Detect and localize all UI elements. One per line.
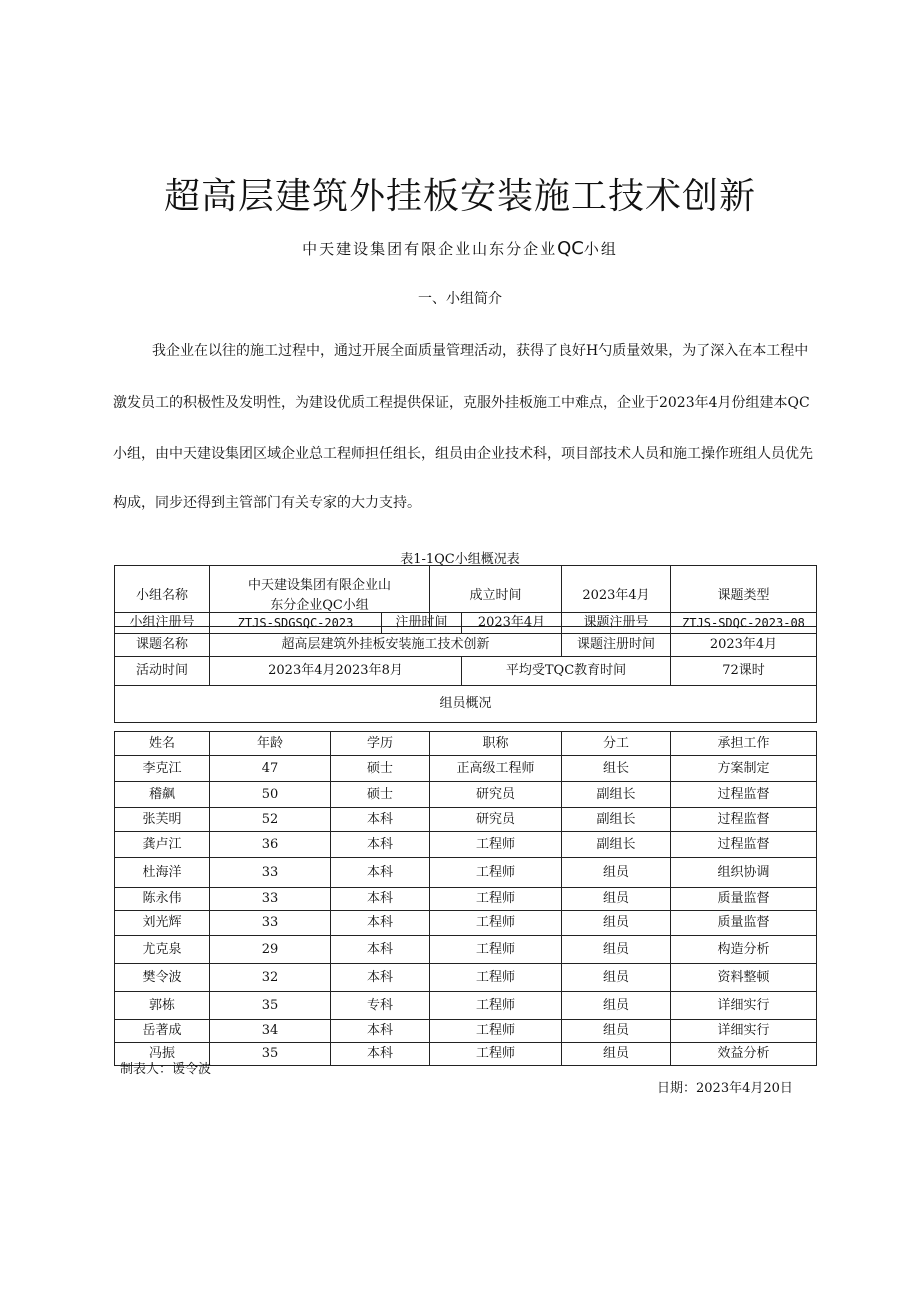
table-caption: 表1-1QC小组概况表 <box>400 552 520 567</box>
member-rows <box>115 756 817 1066</box>
table-row <box>115 756 817 782</box>
member-name: 陈永伟 <box>115 888 210 911</box>
topic-reg-time-label: 课题注册时间 <box>562 634 671 657</box>
header-education: 学历 <box>331 732 430 756</box>
activity-label: 活动时间 <box>115 657 210 686</box>
member-age: 29 <box>210 936 331 964</box>
member-role: 副组长 <box>562 832 671 858</box>
members-table <box>114 731 817 1066</box>
member-age: 33 <box>210 888 331 911</box>
topic-reg-no-label: 课题注册号 <box>562 613 671 634</box>
header-age: 年龄 <box>210 732 331 756</box>
member-role: 组员 <box>562 1020 671 1043</box>
member-role: 副组长 <box>562 782 671 808</box>
member-title: 工程师 <box>430 964 562 992</box>
tqc-value: 72课时 <box>671 657 817 686</box>
subtitle-group: 小组 <box>583 240 618 258</box>
member-duty: 质量监督 <box>671 888 817 911</box>
member-role: 组员 <box>562 936 671 964</box>
member-role: 组员 <box>562 992 671 1020</box>
table-row <box>115 613 817 634</box>
member-age: 52 <box>210 808 331 832</box>
member-role: 组员 <box>562 888 671 911</box>
group-name-line-1: 中天建设集团有限企业山 <box>248 578 392 593</box>
member-name: 尤克泉 <box>115 936 210 964</box>
member-name: 刘光辉 <box>115 911 210 936</box>
tqc-label: 平均受TQC教育时间 <box>462 657 671 686</box>
paragraph-line-3: 小组，由中天建设集团区域企业总工程师担任组长，组员由企业技术科，项目部技术人员和施工操作班组人员优先 <box>113 446 813 462</box>
table-row <box>115 1043 817 1066</box>
member-name: 张芙明 <box>115 808 210 832</box>
member-duty: 资料整顿 <box>671 964 817 992</box>
topic-reg-time-value: 2023年4月 <box>671 634 817 657</box>
member-role: 组员 <box>562 1043 671 1066</box>
member-duty: 详细实行 <box>671 1020 817 1043</box>
member-age: 32 <box>210 964 331 992</box>
members-header-row <box>115 732 817 756</box>
member-title: 工程师 <box>430 936 562 964</box>
member-age: 35 <box>210 992 331 1020</box>
member-education: 本科 <box>331 1020 430 1043</box>
activity-value: 2023年4月2023年8月 <box>210 657 462 686</box>
topic-name-label: 课题名称 <box>115 634 210 657</box>
table-row <box>115 686 817 723</box>
header-name: 姓名 <box>115 732 210 756</box>
table-row <box>115 782 817 808</box>
subtitle-org: 中天建设集团有限企业山东分企业 <box>302 240 558 258</box>
paragraph-line-2: 激发员工的积极性及发明性，为建设优质工程提供保证，克服外挂板施工中难点，企业于2023年4月份组建本QC <box>113 395 810 411</box>
member-education: 本科 <box>331 964 430 992</box>
member-education: 本科 <box>331 936 430 964</box>
member-age: 35 <box>210 1043 331 1066</box>
table-row <box>115 936 817 964</box>
header-duty: 承担工作 <box>671 732 817 756</box>
member-age: 33 <box>210 911 331 936</box>
table-row <box>115 992 817 1020</box>
member-duty: 效益分析 <box>671 1043 817 1066</box>
header-title: 职称 <box>430 732 562 756</box>
table-date: 日期：2023年4月20日 <box>657 1081 793 1096</box>
member-age: 47 <box>210 756 331 782</box>
member-name: 稽飙 <box>115 782 210 808</box>
table-row <box>115 634 817 657</box>
header-role: 分工 <box>562 732 671 756</box>
member-title: 工程师 <box>430 992 562 1020</box>
table-row <box>115 657 817 686</box>
founded-value: 2023年4月 <box>562 566 671 627</box>
member-duty: 质量监督 <box>671 911 817 936</box>
member-education: 本科 <box>331 858 430 888</box>
member-education: 本科 <box>331 888 430 911</box>
table-row <box>115 858 817 888</box>
member-education: 本科 <box>331 832 430 858</box>
reg-no-value: ZTJS-SDGSQC-2023 <box>210 613 382 634</box>
table-row <box>115 808 817 832</box>
table-row <box>115 1020 817 1043</box>
member-title: 研究员 <box>430 808 562 832</box>
group-name-label: 小组名称 <box>115 566 210 627</box>
member-title: 工程师 <box>430 832 562 858</box>
section-heading: 一、小组简介 <box>418 291 502 307</box>
member-education: 专科 <box>331 992 430 1020</box>
member-education: 本科 <box>331 911 430 936</box>
member-role: 组长 <box>562 756 671 782</box>
member-role: 组员 <box>562 911 671 936</box>
member-duty: 组织协调 <box>671 858 817 888</box>
member-name: 樊令波 <box>115 964 210 992</box>
reg-time-label: 注册时间 <box>382 613 462 634</box>
member-title: 工程师 <box>430 1043 562 1066</box>
reg-no-label: 小组注册号 <box>115 613 210 634</box>
member-age: 34 <box>210 1020 331 1043</box>
member-age: 36 <box>210 832 331 858</box>
member-duty: 过程监督 <box>671 808 817 832</box>
member-name: 杜海洋 <box>115 858 210 888</box>
member-title: 研究员 <box>430 782 562 808</box>
table-maker: 制表人：谖令波 <box>120 1062 212 1077</box>
member-name: 岳著成 <box>115 1020 210 1043</box>
document-subtitle <box>0 238 920 259</box>
table-row <box>115 888 817 911</box>
members-heading: 组员概况 <box>115 686 817 723</box>
member-duty: 过程监督 <box>671 832 817 858</box>
member-role: 组员 <box>562 964 671 992</box>
member-name: 冯振 <box>115 1043 210 1066</box>
member-duty: 过程监督 <box>671 782 817 808</box>
subtitle-qc: QC <box>557 238 584 259</box>
member-title: 工程师 <box>430 1020 562 1043</box>
topic-name-value: 超高层建筑外挂板安装施工技术创新 <box>210 634 562 657</box>
member-education: 本科 <box>331 808 430 832</box>
member-education: 硕士 <box>331 782 430 808</box>
member-duty: 方案制定 <box>671 756 817 782</box>
member-role: 副组长 <box>562 808 671 832</box>
member-name: 郭栋 <box>115 992 210 1020</box>
table-row <box>115 911 817 936</box>
table-row <box>115 832 817 858</box>
member-education: 硕士 <box>331 756 430 782</box>
qc-overview-table-body <box>114 612 817 723</box>
member-duty: 构造分析 <box>671 936 817 964</box>
member-title: 工程师 <box>430 888 562 911</box>
group-name-line-2: 东分企业QC小组 <box>270 598 369 613</box>
member-title: 工程师 <box>430 911 562 936</box>
paragraph-line-4: 构成，同步还得到主管部门有关专家的大力支持。 <box>113 495 421 511</box>
member-age: 50 <box>210 782 331 808</box>
member-role: 组员 <box>562 858 671 888</box>
member-name: 龚卢江 <box>115 832 210 858</box>
document-title: 超高层建筑外挂板安装施工技术创新 <box>163 176 756 217</box>
member-age: 33 <box>210 858 331 888</box>
member-education: 本科 <box>331 1043 430 1066</box>
member-title: 工程师 <box>430 858 562 888</box>
member-name: 李克江 <box>115 756 210 782</box>
topic-type-label: 课题类型 <box>671 566 817 627</box>
topic-reg-no-value: ZTJS-SDQC-2023-08 <box>671 613 817 634</box>
member-duty: 详细实行 <box>671 992 817 1020</box>
paragraph-line-1: 我企业在以往的施工过程中，通过开展全面质量管理活动，获得了良好H勺质量效果，为了深入在本工程中 <box>152 343 809 359</box>
founded-label: 成立时间 <box>430 566 562 627</box>
reg-time-value: 2023年4月 <box>462 613 562 634</box>
member-title: 正高级工程师 <box>430 756 562 782</box>
table-row <box>115 964 817 992</box>
